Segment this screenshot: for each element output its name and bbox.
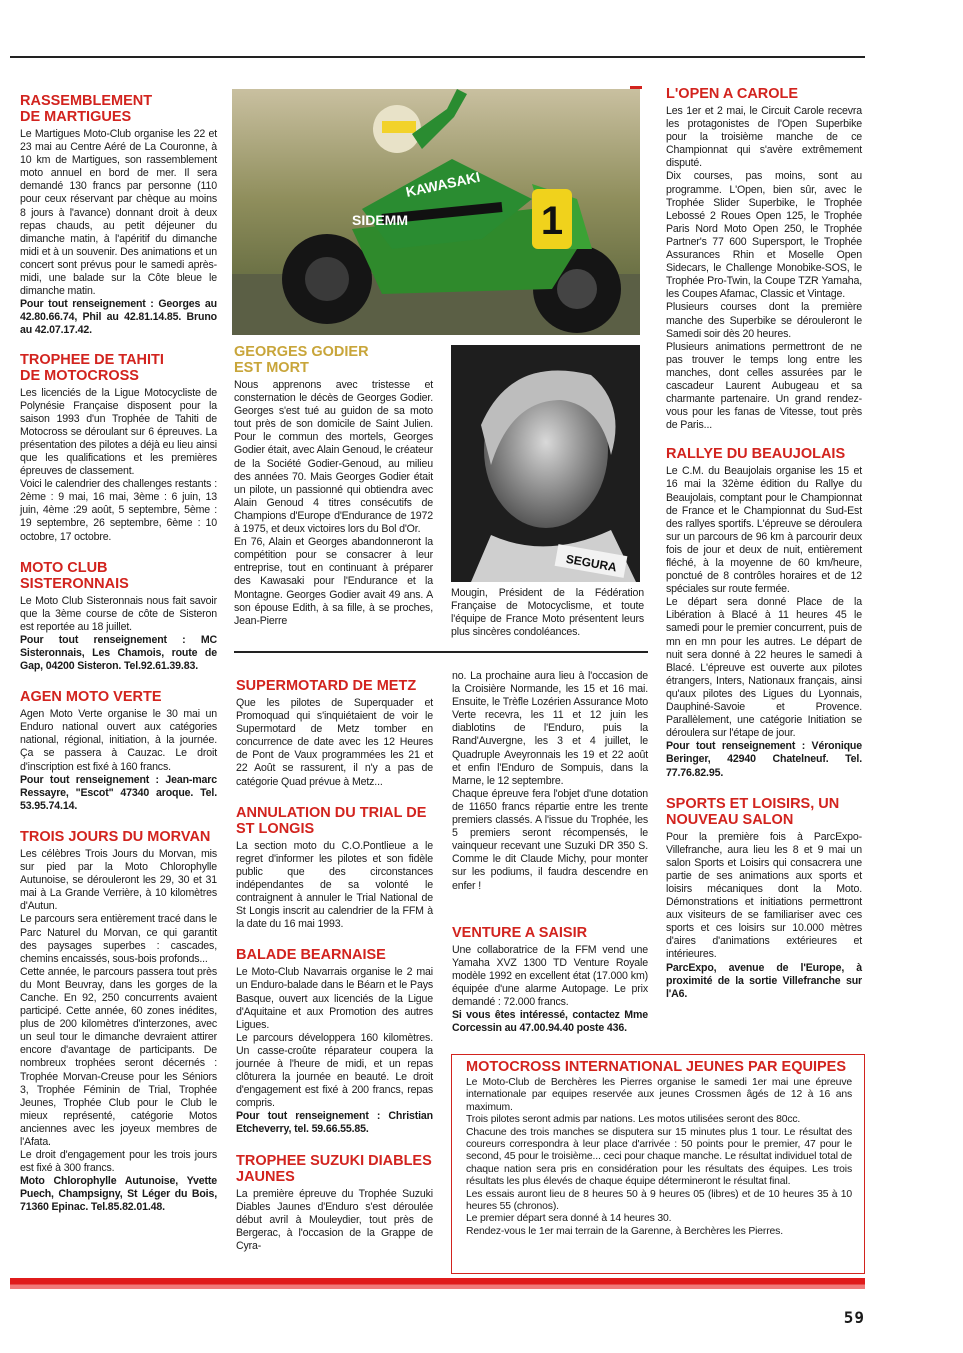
sponsor-logo: SIDEMM	[352, 212, 408, 228]
article-body: Le Moto-Club de Berchères les Pierres organise le samedi 1er mai une épreuve internationale par equipes reservée aux jeunes Crossmen âgés de 12 à 16 ans maximum. Trois pilotes seront admis par nations. Les motos utilisées seront des 80cc. Chacune des trois manches se disputera sur 15 minutes plus 1 tour. Le résultat des coureurs correspondra à leur place d'arrivée : 50 points pour le premier, 47 pour le second, 45 pour le troisième... ceci pour chaque manche. Le résultat individuel total de chaque nation sera pris en considération pour les résultats des équipes. Les trois résultats les plus élevés de chaque équipe détermineront le résultat final. Les essais auront lieu de 8 heures 50 à 9 heures 05 (libres) et de 10 heures 35 à 10 heures 55 (chronos). Le premier départ sera donné à 14 heures 30. Rendez-vous le 1er mai terrain de la Garenne, à Berchères les Pierres.	[466, 1077, 852, 1237]
article-title: RALLYE DU BEAUJOLAIS	[666, 446, 846, 463]
article-salon	[666, 796, 862, 1001]
article-body: Une collaboratrice de la FFM vend une Yamaha XVZ 1300 TD Venture Royale modèle 1992 en excellent état (17.000 km) équipée d'une alarme Autopage. Le prix demandé : 72.000 francs. Si vous êtes intéressé, contactez Mme Corcessin au 47.00.94.40 poste 436.	[452, 943, 648, 1035]
article-body: Les célèbres Trois Jours du Morvan, mis sur pied par la Moto Chlorophylle Autunoise, se dérouleront les 29, 30 et 31 mai à La Grande Verrière, à 10 kilomètres d'Autun. Le parcours sera entièrement tracé dans le Parc Naturel du Morvan, ce qui garantit des paysages superbes : cascades, chemins encaissés, sous-bois profonds... Cette année, le parcours passera tout près du Mont Beuvray, dans les gorges de la Canche. En 92, 250 concurrents avaient participé. Cette année, 60 zones inédites, plus de 200 kilomètres d'interzones, avec un seul tour le dimanche devraient attirer encore d'avantage de participants. De nombreux trophées seront décernés : Trophée Morvan-Creuse pour les Séniors 3, Trophée Féminin de Trial, Trophée Jeunes, Trophée Club pour le Club le mieux représenté, catégorie Motos anciennes avec les joyeux membres de l'Afata. Le droit d'engagement pour les trois jours est fixé à 300 francs. Moto Chlorophylle Autunoise, Yvette Puech, Champsigny, St Léger du Bois, 71360 Epinac. Tel.85.82.01.48.	[20, 847, 217, 1214]
article-carole	[666, 86, 862, 432]
article-title: RASSEMBLEMENT DE MARTIGUES	[20, 93, 153, 125]
article-title: ANNULATION DU TRIAL DE ST LONGIS	[236, 804, 427, 837]
footer-red-bar	[10, 1278, 865, 1289]
article-beaujolais	[666, 446, 862, 779]
article-contact: Pour tout renseignement : Christian Etcheverry, tel. 59.66.55.85.	[236, 1110, 433, 1136]
article-title: L'OPEN A CAROLE	[666, 86, 799, 102]
article-diables	[236, 1153, 433, 1253]
article-title: MOTOCROSS INTERNATIONAL JEUNES PAR EQUIPES	[466, 1059, 847, 1075]
article-contact: ParcExpo, avenue de l'Europe, à proximité de la sortie Villefranche sur l'A6.	[666, 961, 862, 1000]
column-2-lower	[236, 678, 433, 1253]
article-contact: Pour tout renseignement : Georges au 42.80.66.74, Phil au 42.81.14.85. Bruno au 42.07.17.42.	[20, 298, 217, 337]
article-title: MOTO CLUB SISTERONNAIS	[20, 559, 129, 592]
article-body: La section moto du C.O.Pontlieue a le regret d'informer les pilotes et son fidèle public que des circonstances indépendantes de sa volonté le contraignent à annuler le Trial National de St Longis inscrit au calendrier de la FFM à la date du 16 mai 1993.	[236, 839, 433, 931]
article-contact: Pour tout renseignement : Véronique Beringer, 42940 Chatelneuf. Tel. 77.76.82.95.	[666, 740, 862, 779]
article-contact: Si vous êtes intéressé, contactez Mme Corcessin au 47.00.94.40 poste 436.	[452, 1009, 648, 1035]
column-3-mid	[452, 670, 648, 1035]
article-title: TROIS JOURS DU MORVAN	[20, 828, 211, 845]
top-rule	[10, 56, 865, 58]
article-motocross-jeunes	[451, 1054, 865, 1274]
article-bearnaise	[236, 947, 433, 1136]
article-supermotard	[236, 678, 433, 789]
article-body: Les 1er et 2 mai, le Circuit Carole recevra les protagonistes de l'Open Superbike pour la troisième manche de ce Championnat qui s'avère extrêmement disputé. Dix courses, pas moins, sont au programme. L'Open, bien sûr, avec le Trophée Slider Superbike, le Trophée Lebossé 2 Roues Open 125, le Trophée Paris Nord Moto Open 250, le Trophée Partner's 77 600 Supersport, le Trophée Assurances Rhin et Moselle Open Sidecars, le Challenge Monobike-SOS, le Trophée Pro-Twin, la Coupe TZR Yamaha, les Coupes Afamac, Classic et Vintage. Plusieurs courses dont la première manche des Superbike se dérouleront le Samedi soir dès 20 heures. Plusieurs animations permettront de ne pas trouver le temps long entre les manches, dont celles assurées par le cascadeur Laurent Aubugeau et sa charmante partenaire. Un grand rendez-vous pour les fanas de Vitesse, tout près de Paris...	[666, 105, 862, 432]
article-title: TROPHEE DE TAHITI DE MOTOCROSS	[20, 351, 164, 384]
article-tahiti	[20, 352, 217, 544]
article-contact: Pour tout renseignement : MC Sisteronnais, Les Chamois, route de Gap, 04200 Sisteron. Tel.92.61.39.83.	[20, 633, 217, 673]
article-diables-cont: no. La prochaine aura lieu à l'occasion de la Croisière Normande, les 15 et 16 mai. Ensuite, le Trèfle Lozérien Assurance Moto Verte recevra, les 11 et 12 juin les diablotins de l'Enduro, puis la Rand'Auvergne, les 3 et 4 juillet, le Quadruple Aveyronnais les 19 et 22 août et enfin l'Enduro de Sompuis, dans la Marne, le 12 septembre. Chaque épreuve fera l'objet d'une dotation de 11650 francs répartie entre les trente premiers classés. A l'issue du Trophée, les 5 premiers seront récompensés, le vainqueur recevant une Suzuki DR 350 S. Comme le dit Claude Michy, pour monter sur les podiums, il faudra descendre en enfer !	[452, 670, 648, 892]
column-4	[666, 86, 862, 1001]
article-title: BALADE BEARNAISE	[236, 947, 386, 964]
article-body: Le C.M. du Beaujolais organise les 15 et 16 mai la 32ème édition du Rallye du Beaujolais, comptant pour le Championnat de France et le Championnat du Sud-Est des rallyes sportifs. L'épreuve se déroulera sur un parcours de 96 km à parcourir deux fois de jour et deux de nuit, entièrement fléché, à la moyenne de 60 km/heure, ponctué de 8 contrôles horaires et de 12 spéciales sur route fermée. Le départ sera donné Place de la Libération à Blacé à 11 heures 45 le samedi pour le premier concurrent, puis de mn en mn pour les autres. Le départ de nuit sera donné à 22 heures le samedi à Blacé. L'épreuve est ouverte aux pilotes étrangers, Inters, Nationaux français, ainsi qu'aux pilotes des Ligues du Lyonnais, Dauphiné-Savoie et Provence. Parallèlement, une catégorie Initiation se déroulera sur l'étape de jour. Pour tout renseignement : Véronique Beringer, 42940 Chatelneuf. Tel. 77.76.82.95.	[666, 465, 862, 779]
portrait-illustration	[451, 345, 640, 582]
article-body: Le Moto-Club Navarrais organise le 2 mai un Enduro-balade dans le Béarn et le Pays Basque, ouvert aux licenciés de la Ligue d'Aquitaine et aux Promotion des autres Ligues. Le parcours développera 160 kilomètres. Un casse-croûte réparateur coupera la journée à l'heure de midi, et un repas clôturera la journée en beauté. Le droit d'engagement est fixé à 200 francs, repas compris. Pour tout renseignement : Christian Etcheverry, tel. 59.66.55.85.	[236, 966, 433, 1136]
article-body: Agen Moto Verte organise le 30 mai un Enduro national ouvert aux catégories national, régional, initiation, à la journée. Ça se passera à Cauzac. Le droit d'inscription est fixé à 160 francs. Pour tout renseignement : Jean-marc Ressayre, "Escot" 47340 aroque. Tel. 53.95.74.14.	[20, 708, 217, 812]
article-title: SPORTS ET LOISIRS, UN NOUVEAU SALON	[666, 795, 840, 828]
article-body: Les licenciés de la Ligue Motocycliste de Polynésie Française disposent pour la saison 1993 d'un Trophée de Tahiti de Motocross se déroulant sur 6 épreuves. La présentation des pilotes a déjà eu lieu ainsi que les qualifications et les premières épreuves de classement. Voici le calendrier des challenges restants : 2ème : 9 mai, 16 mai, 3ème : 6 juin, 13 juin, 4ème :29 août, 5 septembre, 5ème : 19 septembre, 26 septembre, 6ème : 10 octobre, 17 octobre.	[20, 386, 217, 543]
race-photo	[232, 89, 640, 335]
page-number: 59	[843, 1308, 865, 1327]
article-sisteron	[20, 560, 217, 674]
article-title: SUPERMOTARD DE METZ	[236, 678, 417, 694]
segura-logo: SEGURA	[564, 551, 618, 575]
article-body: Le Moto Club Sisteronnais nous fait savoir que la 3ème course de côte de Sisteron est reportée au 18 juillet. Pour tout renseignement : MC Sisteronnais, Les Chamois, route de Gap, 04200 Sisteron. Tel.92.61.39.83.	[20, 594, 217, 673]
article-body: La première épreuve du Trophée Suzuki Diables Jaunes d'Enduro s'est déroulée début avril à Mouleydier, tout près de Bergerac, à l'occasion de la Grappe de Cyra-	[236, 1187, 433, 1252]
article-martigues	[20, 93, 217, 338]
article-godier	[234, 344, 433, 628]
section-rule	[234, 651, 648, 653]
article-body: Que les pilotes de Superquader et Promoquad qui s'inquiétaient de voir le Supermotard de Metz tomber en concurrence de date avec les 12 Heures de Pont de Vaux programmées les 21 et 22 Août se rassurent, il n'y a pas de catégorie Quad prévue à Metz...	[236, 697, 433, 788]
article-body: Le Martigues Moto-Club organise les 22 et 23 mai au Centre Aéré de La Couronne, à 10 km de Martigues, son rassemblement moto annuel en bord de mer. Il sera demandé 130 francs par personne (110 pour ceux réservant par chèque au moins 8 jours à l'avance) donnant droit à deux repas chauds, au petit déjeuner du dimanche matin, à l'apéritif du dimanche midi et à un souvenir. Des animations et un concert sont prévus pour le samedi après-midi, une balade sur la Côte bleue le dimanche matin. Pour tout renseignement : Georges au 42.80.66.74, Phil au 42.81.14.85. Bruno au 42.07.17.42.	[20, 128, 217, 337]
article-longis	[236, 805, 433, 932]
portrait-photo	[451, 345, 640, 582]
article-godier-cont: Mougin, Président de la Fédération Française de Motocyclisme, et toute l'équipe de France Moto présentent leurs plus sincères condoléances.	[451, 587, 644, 639]
kawasaki-logo: KAWASAKI	[404, 168, 482, 200]
article-title: TROPHEE SUZUKI DIABLES JAUNES	[236, 1152, 432, 1185]
article-body: Pour la première fois à ParcExpo-Villefranche, aura lieu les 8 et 9 mai un salon Sports et Loisirs qui consacrera une partie de ses animations aux sports et loisirs mécaniques dont la Moto. Démonstrations et initiations permettront aux visiteurs de se familiariser avec ces sports et ces loisirs sur 10.000 mètres d'aires d'animations extérieures et intérieures. ParcExpo, avenue de l'Europe, à proximité de la sortie Villefranche sur l'A6.	[666, 830, 862, 1000]
article-title: AGEN MOTO VERTE	[20, 689, 162, 706]
article-venture	[452, 925, 648, 1036]
article-body: Nous apprenons avec tristesse et consternation le décès de Georges Godier. Georges s'est tué au guidon de sa moto tout près de son domicile de Saint Julien. Pour le commun des mortels, Georges Godier était, avec Alain Genoud, le créateur de la Société Godier-Genoud, au milieu des années 70. Mais Georges Godier était un pilote, un passionné qui obtiendra avec Alain Genoud 4 titres consécutifs de Champions d'Europe d'Endurance de 1972 à 1975, et deux victoires lors du Bol d'Or. En 76, Alain et Georges abandonneront la compétition pour se consacrer à leur entreprise, tout en continuant à préparer des Kawasaki pour l'Endurance et la Montagne. Georges Godier avait 49 ans. A son épouse Edith, à sa fille, à se proches, Jean-Pierre	[234, 379, 433, 627]
article-contact: Moto Chlorophylle Autunoise, Yvette Puech, Champsigny, St Léger du Bois, 71360 Epinac. Tel.85.82.01.48.	[20, 1175, 217, 1214]
article-contact: Pour tout renseignement : Jean-marc Ressayre, "Escot" 47340 aroque. Tel. 53.95.74.14.	[20, 773, 217, 812]
column-1	[20, 93, 217, 1215]
article-morvan	[20, 829, 217, 1215]
number-plate: 1	[540, 199, 564, 243]
article-title: GEORGES GODIER EST MORT	[234, 344, 369, 376]
race-bike-illustration	[232, 89, 640, 335]
article-title: VENTURE A SAISIR	[452, 924, 588, 941]
article-agen	[20, 689, 217, 813]
